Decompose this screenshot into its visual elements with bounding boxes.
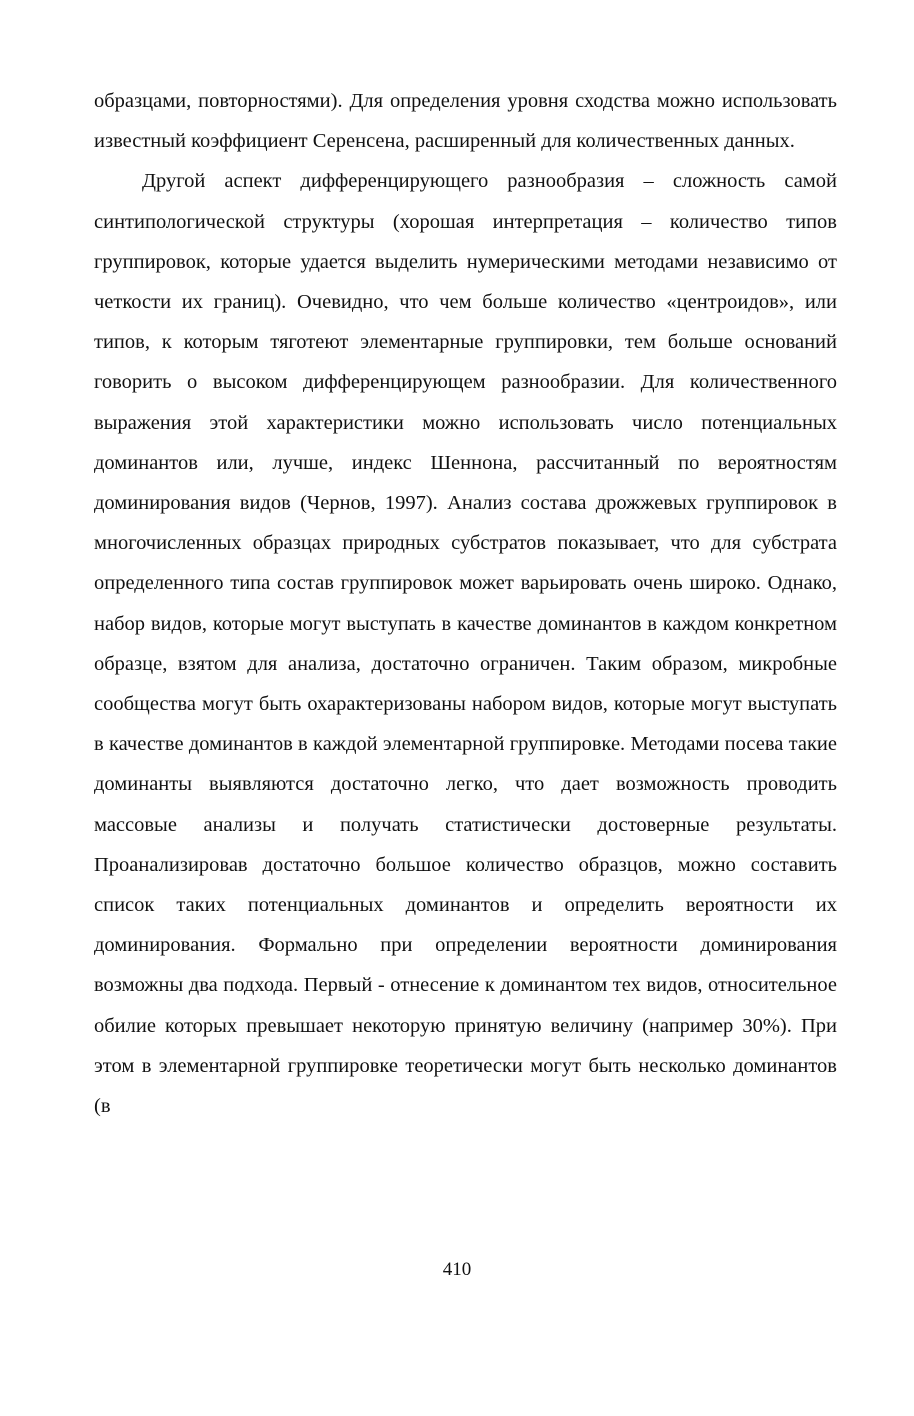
document-body	[94, 81, 837, 1126]
page-number: 410	[442, 1259, 472, 1280]
paragraph-continuation: образцами, повторностями). Для определения уровня сходства можно использовать известный коэффициент Серенсена, расширенный для количественных данных.	[94, 90, 837, 153]
paragraph-differentiating-diversity: Другой аспект дифференцирующего разнообразия – сложность самой синтипологической структуры (хорошая интерпретация – количество типов группировок, которые удается выделить нумерическими методами независимо от четкости их границ). Очевидно, что чем больше количество «центроидов», или типов, к которым тяготеют элементарные группировки, тем больше оснований говорить о высоком дифференцирующем разнообразии. Для количественного выражения этой характеристики можно использовать число потенциальных доминантов или, лучше, индекс Шеннона, рассчитанный по вероятностям доминирования видов (Чернов, 1997). Анализ состава дрожжевых группировок в многочисленных образцах природных субстратов показывает, что для субстрата определенного типа состав группировок может варьировать очень широко. Однако, набор видов, которые могут выступать в качестве доминантов в каждом конкретном образце, взятом для анализа, достаточно ограничен. Таким образом, микробные сообщества могут быть охарактеризованы набором видов, которые могут выступать в качестве доминантов в каждой элементарной группировке. Методами посева такие доминанты выявляются достаточно легко, что дает возможность проводить массовые анализы и получать статистически достоверные результаты. Проанализировав достаточно большое количество образцов, можно составить список таких потенциальных доминантов и определить вероятности их доминирования. Формально при определении вероятности доминирования возможны два подхода. Первый - отнесение к доминантом тех видов, относительное обилие которых превышает некоторую принятую величину (например 30%). При этом в элементарной группировке теоретически могут быть несколько доминантов (в	[94, 170, 837, 1118]
